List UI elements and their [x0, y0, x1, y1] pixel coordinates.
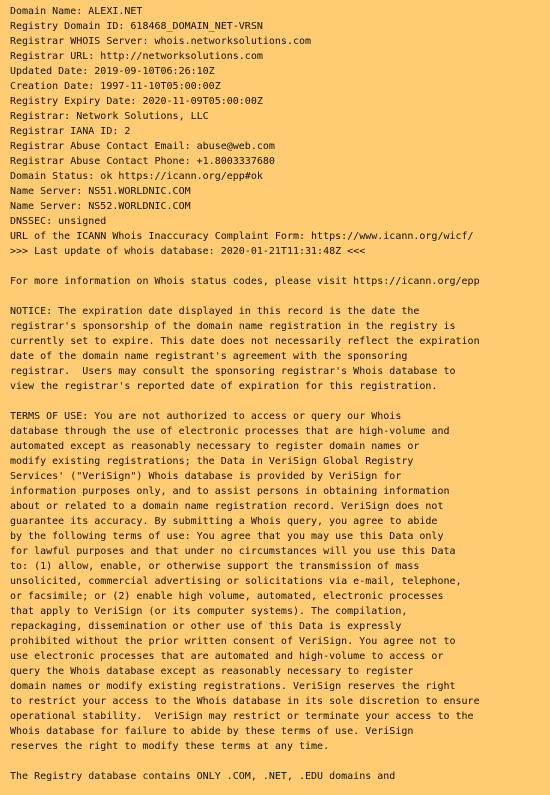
whois-line: TERMS OF USE: You are not authorized to access or query our Whois — [10, 411, 402, 422]
whois-line: Updated Date: 2019-09-10T06:26:10Z — [10, 66, 215, 77]
whois-line: database through the use of electronic processes that are high-volume and — [10, 426, 450, 437]
whois-line: Name Server: NS51.WORLDNIC.COM — [10, 186, 191, 197]
whois-line: Registry Expiry Date: 2020-11-09T05:00:00Z — [10, 96, 263, 107]
whois-line: Name Server: NS52.WORLDNIC.COM — [10, 201, 191, 212]
whois-line: Registrar Abuse Contact Phone: +1.8003337680 — [10, 156, 275, 167]
whois-line: Registrar: Network Solutions, LLC — [10, 111, 209, 122]
whois-line: by the following terms of use: You agree that you may use this Data only — [10, 531, 444, 542]
whois-line: prohibited without the prior written consent of VeriSign. You agree not to — [10, 636, 456, 647]
whois-line: Registrar Abuse Contact Email: abuse@web.com — [10, 141, 275, 152]
whois-line: Registrar WHOIS Server: whois.networksolutions.com — [10, 36, 312, 47]
whois-line: Registry Domain ID: 618468_DOMAIN_NET-VRSN — [10, 21, 263, 32]
whois-line: The Registry database contains ONLY .COM, .NET, .EDU domains and — [10, 771, 396, 782]
whois-line: Whois database for failure to abide by these terms of use. VeriSign — [10, 726, 414, 737]
whois-line: operational stability. VeriSign may restrict or terminate your access to the — [10, 711, 474, 722]
whois-line: NOTICE: The expiration date displayed in this record is the date the — [10, 306, 420, 317]
whois-line: currently set to expire. This date does not necessarily reflect the expiration — [10, 336, 480, 347]
whois-line: Services' ("VeriSign") Whois database is provided by VeriSign for — [10, 471, 402, 482]
whois-line: registrar's sponsorship of the domain name registration in the registry is — [10, 321, 456, 332]
whois-line: Registrar URL: http://networksolutions.com — [10, 51, 263, 62]
whois-line — [10, 259, 550, 274]
whois-line: modify existing registrations; the Data in VeriSign Global Registry — [10, 456, 414, 467]
whois-line: Registrar IANA ID: 2 — [10, 126, 131, 137]
whois-line: Domain Status: ok https://icann.org/epp#ok — [10, 171, 263, 182]
whois-line — [10, 289, 550, 304]
whois-line: information purposes only, and to assist persons in obtaining information — [10, 486, 450, 497]
whois-line: domain names or modify existing registrations. VeriSign reserves the right — [10, 681, 456, 692]
whois-line — [10, 754, 550, 769]
whois-line: use electronic processes that are automated and high-volume to access or — [10, 651, 444, 662]
whois-line: for lawful purposes and that under no circumstances will you use this Data — [10, 546, 456, 557]
whois-line: or facsimile; or (2) enable high volume, automated, electronic processes — [10, 591, 444, 602]
whois-line: unsolicited, commercial advertising or solicitations via e-mail, telephone, — [10, 576, 462, 587]
whois-line: that apply to VeriSign (or its computer systems). The compilation, — [10, 606, 408, 617]
whois-line: DNSSEC: unsigned — [10, 216, 107, 227]
whois-line: about or related to a domain name registration record. VeriSign does not — [10, 501, 444, 512]
whois-line: view the registrar's reported date of expiration for this registration. — [10, 381, 438, 392]
whois-line: query the Whois database except as reasonably necessary to register — [10, 666, 414, 677]
whois-line: date of the domain name registrant's agreement with the sponsoring — [10, 351, 408, 362]
whois-line: Creation Date: 1997-11-10T05:00:00Z — [10, 81, 221, 92]
whois-line: guarantee its accuracy. By submitting a Whois query, you agree to abide — [10, 516, 438, 527]
whois-line: repackaging, dissemination or other use of this Data is expressly — [10, 621, 402, 632]
whois-line — [10, 394, 550, 409]
whois-line: to restrict your access to the Whois database in its sole discretion to ensure — [10, 696, 480, 707]
whois-line: >>> Last update of whois database: 2020-01-21T11:31:48Z <<< — [10, 246, 366, 257]
whois-line: reserves the right to modify these terms at any time. — [10, 741, 330, 752]
whois-line: automated except as reasonably necessary to register domain names or — [10, 441, 420, 452]
whois-line: to: (1) allow, enable, or otherwise support the transmission of mass — [10, 561, 420, 572]
whois-line: registrar. Users may consult the sponsoring registrar's Whois database to — [10, 366, 456, 377]
whois-line: For more information on Whois status codes, please visit https://icann.org/epp — [10, 276, 480, 287]
whois-line: URL of the ICANN Whois Inaccuracy Complaint Form: https://www.icann.org/wicf/ — [10, 231, 474, 242]
whois-line: Domain Name: ALEXI.NET — [10, 6, 143, 17]
